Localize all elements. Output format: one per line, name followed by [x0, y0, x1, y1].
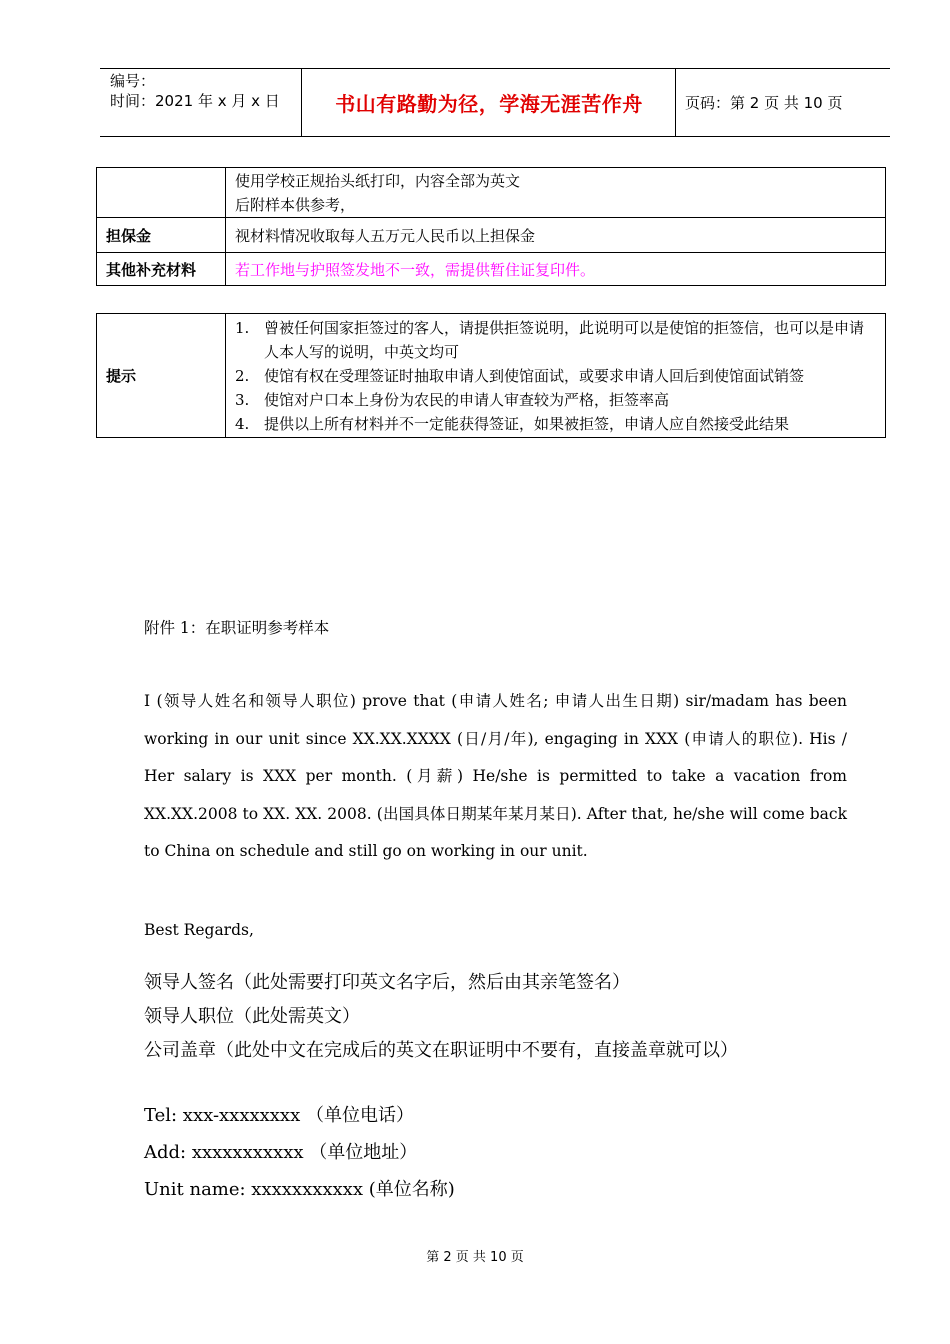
letter-body: I (领导人姓名和领导人职位) prove that (申请人姓名; 申请人出生日期) sir/madam has been working in our unit since XX.XX.XXXX (日/月/年), engaging in XXX (申请人的职位). His / Her salary is XXX per month. (月薪) He/she is permitted to take a vacation from XX.XX.2008 to XX. XX. 2008. (出国具体日期某年某月某日). After that, he/she will come back to China on schedule and still go on working in our unit.: [144, 692, 847, 860]
list-item: [235, 412, 876, 436]
appendix-title: 附件 1：在职证明参考样本: [144, 619, 330, 637]
signature-line-name: 领导人签名（此处需要打印英文名字后，然后由其亲笔签名）: [144, 972, 630, 993]
table-row: [97, 218, 886, 253]
row-label: [97, 168, 226, 218]
header-time-label: 时间：2021 年 x 月 x 日: [110, 92, 280, 110]
list-number: 4.: [235, 414, 250, 433]
row-value-other-materials: 若工作地与护照签发地不一致，需提供暂住证复印件。: [226, 253, 886, 286]
page-header: [100, 68, 890, 137]
table-row: [97, 253, 886, 286]
signature-line-seal: 公司盖章（此处中文在完成后的英文在职证明中不要有，直接盖章就可以）: [144, 1040, 738, 1061]
tips-content: [226, 314, 886, 438]
row-value-deposit: 视材料情况收取每人五万元人民币以上担保金: [226, 218, 886, 253]
row-value-line: 后附样本供参考，: [235, 195, 356, 214]
row-value: [226, 168, 886, 218]
row-value-line: 使用学校正规抬头纸打印，内容全部为英文: [235, 171, 521, 190]
contact-tel: Tel: xxx-xxxxxxxx （单位电话）: [144, 1105, 414, 1126]
list-item: [235, 364, 876, 388]
page-footer: 第 2 页 共 10 页: [426, 1250, 524, 1265]
tips-table: [96, 313, 886, 438]
header-meta: [110, 71, 280, 111]
contact-unit-name: Unit name: xxxxxxxxxxx (单位名称): [144, 1179, 455, 1200]
list-number: 3.: [235, 390, 250, 409]
list-text: 使馆有权在受理签证时抽取申请人到使馆面试，或要求申请人回后到使馆面试销签: [264, 366, 805, 385]
list-text: 使馆对户口本上身份为农民的申请人审查较为严格，拒签率高: [264, 390, 670, 409]
header-motto: 书山有路勤为径，学海无涯苦作舟: [335, 92, 643, 116]
contact-block: [144, 1097, 455, 1208]
table-row: [97, 168, 886, 218]
table-row: [97, 314, 886, 438]
list-text: 曾被任何国家拒签过的客人，请提供拒签说明，此说明可以是使馆的拒签信，也可以是申请人本人写的说明，中英文均可: [264, 318, 865, 361]
header-page-info: 页码：第 2 页 共 10 页: [685, 94, 843, 112]
signature-block: [144, 966, 738, 1068]
signature-line-title: 领导人职位（此处需英文）: [144, 1006, 360, 1027]
tips-list: [235, 316, 876, 436]
list-number: 2.: [235, 366, 250, 385]
contact-address: Add: xxxxxxxxxxx （单位地址）: [144, 1142, 418, 1163]
requirements-table: [96, 167, 886, 286]
header-number-label: 编号：: [110, 72, 156, 90]
row-label-deposit: 担保金: [97, 218, 226, 253]
tips-label: 提示: [97, 314, 226, 438]
list-item: [235, 316, 876, 364]
list-text: 提供以上所有材料并不一定能获得签证，如果被拒签，申请人应自然接受此结果: [264, 414, 790, 433]
list-item: [235, 388, 876, 412]
row-label-other-materials: 其他补充材料: [97, 253, 226, 286]
letter-closing: Best Regards,: [144, 921, 254, 939]
list-number: 1.: [235, 318, 250, 337]
